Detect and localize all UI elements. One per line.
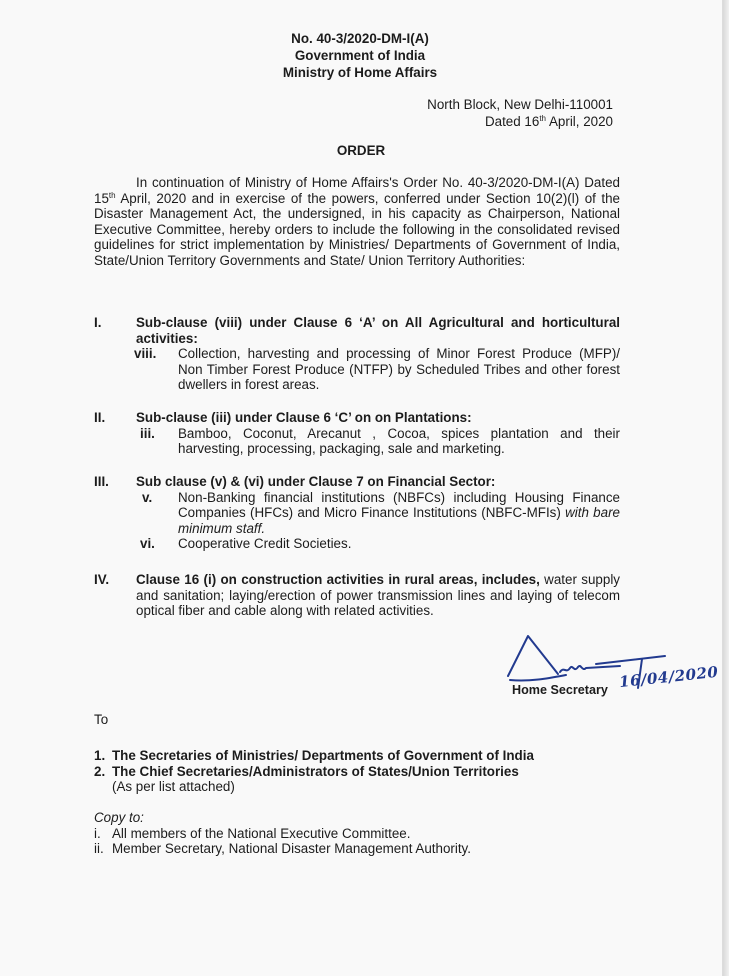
ministry-name: Ministry of Home Affairs bbox=[282, 65, 438, 80]
date-sup: th bbox=[539, 114, 546, 123]
handwritten-date: 16/04/2020 bbox=[618, 662, 720, 692]
government-name: Government of India bbox=[294, 48, 426, 63]
date-prefix: Dated 16 bbox=[484, 114, 540, 129]
copy-to-text: Member Secretary, National Disaster Management Authority. bbox=[112, 841, 471, 857]
recipients-list bbox=[94, 748, 534, 795]
document-title: ORDER bbox=[336, 143, 386, 158]
copy-to-number: ii. bbox=[94, 841, 104, 857]
clause-2 bbox=[94, 410, 620, 457]
letterhead bbox=[250, 30, 470, 81]
recipient-text: The Chief Secretaries/Administrators of States/Union Territories bbox=[112, 763, 519, 779]
signature-block bbox=[500, 628, 722, 708]
sub-clause-number: iii. bbox=[140, 425, 155, 441]
recipient-item bbox=[94, 748, 534, 764]
signatory-role: Home Secretary bbox=[512, 683, 608, 697]
date-suffix: April, 2020 bbox=[546, 114, 613, 129]
copy-to-text: All members of the National Executive Committee. bbox=[112, 825, 411, 841]
sub-clause-text: Collection, harvesting and processing of Minor Forest Produce (MFP)/ Non Timber Forest Produce (NTFP) by Scheduled Tribes and other forest dwellers in forest areas. bbox=[178, 346, 620, 393]
clause-heading: Sub-clause (viii) under Clause 6 ‘A’ on All Agricultural and horticultural activities: bbox=[136, 315, 620, 346]
intro-part2: April, 2020 and in exercise of the powers, conferred under Section 10(2)(l) of the Disaster Management Act, the undersigned, in his capacity as Chairperson, National Executive Committee, hereby orders to include the following in the consolidated revised guidelines for strict implementation by Ministries/ Departments of Government of India, State/Union Territory Governments and State/ Union Territory Authorities: bbox=[94, 190, 620, 268]
sub-clause-text bbox=[178, 490, 620, 537]
clause-3 bbox=[94, 474, 620, 552]
intro-sup: th bbox=[108, 190, 116, 200]
copy-to-item bbox=[94, 826, 471, 842]
sub-clause-number: vi. bbox=[140, 536, 155, 552]
clause-number: III. bbox=[94, 474, 109, 489]
intro-part1: In continuation of Ministry of Home Affairs's Order No. 40-3/2020-DM-I(A) Dated 15 bbox=[94, 175, 620, 206]
sub-clause-text: Bamboo, Coconut, Arecanut , Cocoa, spices plantation and their harvesting, processing, packaging, sale and marketing. bbox=[178, 425, 620, 457]
order-date bbox=[427, 113, 613, 130]
order-number: No. 40-3/2020-DM-I(A) bbox=[291, 31, 429, 46]
clause-heading bbox=[136, 572, 620, 619]
clause-heading: Sub clause (v) & (vi) under Clause 7 on Financial Sector: bbox=[136, 474, 496, 489]
copy-to-label: Copy to: bbox=[94, 810, 144, 825]
sub-clause-text-main: Non-Banking financial institutions (NBFCs) including Housing Finance Companies (HFCs) and Micro Finance Institutions (NBFC-MFIs) bbox=[178, 489, 620, 521]
clause-4 bbox=[94, 572, 620, 619]
to-label: To bbox=[94, 712, 109, 727]
intro-paragraph bbox=[94, 175, 620, 269]
sub-clause-number: v. bbox=[142, 489, 153, 505]
sub-clause-number: viii. bbox=[134, 346, 157, 362]
sub-clause bbox=[136, 490, 620, 537]
sub-clause bbox=[136, 536, 620, 552]
recipient-item bbox=[94, 764, 534, 780]
clause-number: II. bbox=[94, 410, 106, 425]
clause-heading-bold: Clause 16 (i) on construction activities in rural areas, includes, bbox=[136, 572, 540, 587]
recipient-text: The Secretaries of Ministries/ Departments of Government of India bbox=[112, 748, 534, 763]
address-location: North Block, New Delhi-110001 bbox=[427, 97, 613, 112]
copy-to-list bbox=[94, 810, 471, 857]
sub-clause-text: Cooperative Credit Societies. bbox=[178, 536, 352, 552]
clause-heading-rest: water supply and sanitation; laying/erection of power transmission lines and laying of telecom optical fiber and cable along with related activities. bbox=[136, 572, 620, 619]
copy-to-number: i. bbox=[94, 825, 101, 841]
clause-number: IV. bbox=[94, 572, 110, 587]
clause-number: I. bbox=[94, 315, 102, 330]
sub-clause bbox=[136, 346, 620, 393]
sub-clause-text-italic: with bare minimum staff. bbox=[178, 505, 620, 536]
address-block bbox=[427, 96, 613, 130]
copy-to-item bbox=[94, 841, 471, 857]
page-edge bbox=[723, 0, 729, 976]
clause-1 bbox=[94, 315, 620, 393]
recipient-number: 1. bbox=[94, 748, 106, 763]
clause-heading: Sub-clause (iii) under Clause 6 ‘C’ on on Plantations: bbox=[136, 410, 472, 425]
recipients-note: (As per list attached) bbox=[112, 779, 235, 795]
sub-clause bbox=[136, 426, 620, 457]
recipient-number: 2. bbox=[94, 763, 106, 779]
